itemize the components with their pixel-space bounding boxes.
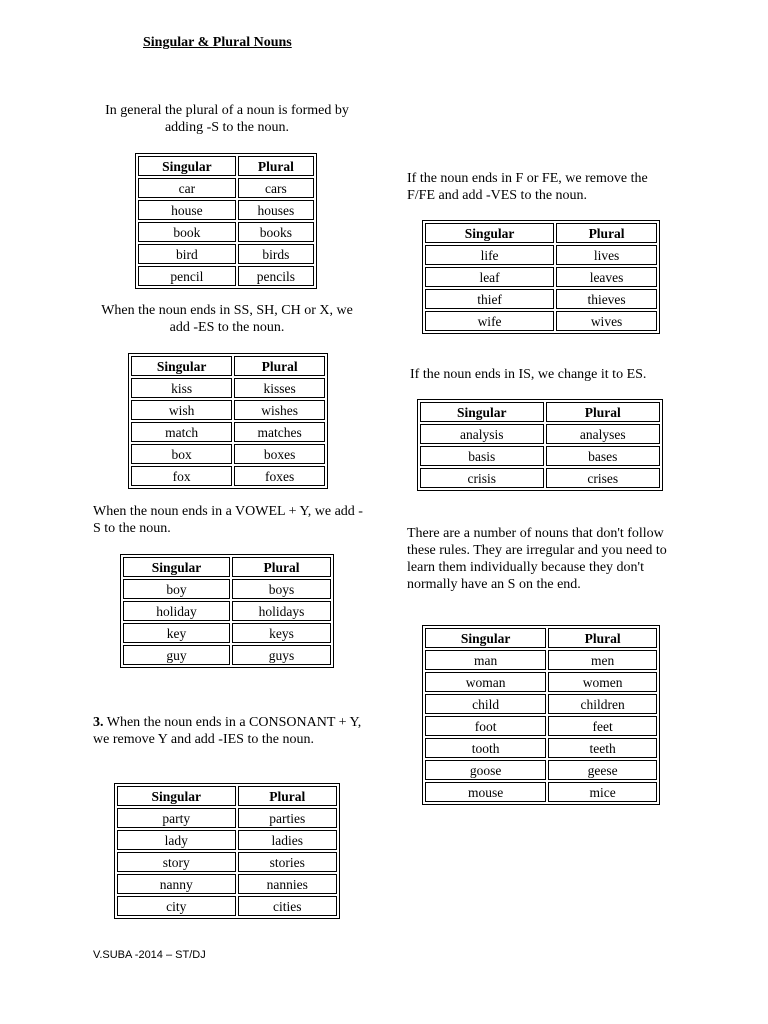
singular-cell: nanny (117, 874, 236, 894)
plural-cell: geese (548, 760, 657, 780)
plural-cell: stories (238, 852, 337, 872)
plural-cell: mice (548, 782, 657, 802)
plural-cell: kisses (234, 378, 325, 398)
header-plural: Plural (556, 223, 657, 243)
table-row (131, 378, 325, 398)
rule-text-f-fe: If the noun ends in F or FE, we remove the F/FE and add -VES to the noun. (407, 171, 648, 203)
table-regular-s (135, 153, 317, 289)
table-row (425, 716, 657, 736)
page-title: Singular & Plural Nouns (143, 35, 292, 50)
header-singular: Singular (420, 402, 544, 422)
table-f-fe (422, 220, 660, 334)
table-row (117, 808, 337, 828)
singular-cell: car (138, 178, 236, 198)
singular-cell: tooth (425, 738, 546, 758)
plural-cell: nannies (238, 874, 337, 894)
singular-cell: key (123, 623, 230, 643)
plural-cell: boxes (234, 444, 325, 464)
table-header-row (117, 786, 337, 806)
plural-cell: books (238, 222, 314, 242)
plural-cell: lives (556, 245, 657, 265)
table-row (425, 672, 657, 692)
plural-cell: cities (238, 896, 337, 916)
table-row (138, 266, 314, 286)
plural-cell: wives (556, 311, 657, 331)
rule-text-regular-s: In general the plural of a noun is formed by adding -S to the noun. (105, 103, 349, 135)
table-row (425, 311, 657, 331)
table-row (138, 178, 314, 198)
singular-cell: crisis (420, 468, 544, 488)
table-row (131, 466, 325, 486)
header-plural: Plural (234, 356, 325, 376)
table-row (420, 424, 660, 444)
rule-text-irregular: There are a number of nouns that don't follow these rules. They are irregular and you need to learn them individually because they don't normally have an S on the end. (407, 526, 667, 592)
singular-cell: child (425, 694, 546, 714)
plural-cell: holidays (232, 601, 331, 621)
table-row (425, 267, 657, 287)
singular-cell: thief (425, 289, 554, 309)
singular-cell: basis (420, 446, 544, 466)
rule-text-vowel-y: When the noun ends in a VOWEL + Y, we add -S to the noun. (93, 504, 363, 536)
plural-cell: pencils (238, 266, 314, 286)
singular-cell: analysis (420, 424, 544, 444)
singular-cell: book (138, 222, 236, 242)
table-row (117, 874, 337, 894)
plural-cell: ladies (238, 830, 337, 850)
table-row (138, 200, 314, 220)
plural-cell: bases (546, 446, 660, 466)
plural-cell: birds (238, 244, 314, 264)
table-row (420, 468, 660, 488)
table-irregular (422, 625, 660, 805)
table-row (138, 222, 314, 242)
singular-cell: wish (131, 400, 232, 420)
singular-cell: bird (138, 244, 236, 264)
header-singular: Singular (117, 786, 236, 806)
rule-text: When the noun ends in a CONSONANT + Y, we remove Y and add -IES to the noun. (93, 715, 362, 747)
rule-text-es: When the noun ends in SS, SH, CH or X, we add -ES to the noun. (101, 303, 353, 335)
table-row (420, 446, 660, 466)
plural-cell: teeth (548, 738, 657, 758)
table-row (425, 694, 657, 714)
singular-cell: party (117, 808, 236, 828)
table-row (131, 422, 325, 442)
singular-cell: man (425, 650, 546, 670)
singular-cell: life (425, 245, 554, 265)
plural-cell: women (548, 672, 657, 692)
header-singular: Singular (138, 156, 236, 176)
table-row (131, 400, 325, 420)
singular-cell: woman (425, 672, 546, 692)
plural-cell: thieves (556, 289, 657, 309)
singular-cell: leaf (425, 267, 554, 287)
singular-cell: mouse (425, 782, 546, 802)
table-row (123, 579, 331, 599)
singular-cell: wife (425, 311, 554, 331)
singular-cell: kiss (131, 378, 232, 398)
plural-cell: feet (548, 716, 657, 736)
singular-cell: match (131, 422, 232, 442)
rule-text-consonant-y (93, 714, 368, 748)
plural-cell: boys (232, 579, 331, 599)
rule-number: 3. (93, 715, 104, 730)
plural-cell: crises (546, 468, 660, 488)
table-header-row (425, 628, 657, 648)
plural-cell: analyses (546, 424, 660, 444)
singular-cell: fox (131, 466, 232, 486)
plural-cell: men (548, 650, 657, 670)
singular-cell: foot (425, 716, 546, 736)
singular-cell: story (117, 852, 236, 872)
plural-cell: keys (232, 623, 331, 643)
table-row (117, 852, 337, 872)
table-row (117, 830, 337, 850)
singular-cell: goose (425, 760, 546, 780)
table-header-row (420, 402, 660, 422)
singular-cell: box (131, 444, 232, 464)
header-singular: Singular (131, 356, 232, 376)
singular-cell: lady (117, 830, 236, 850)
table-row (425, 289, 657, 309)
table-header-row (425, 223, 657, 243)
footer: V.SUBA -2014 – ST/DJ (93, 949, 206, 961)
singular-cell: guy (123, 645, 230, 665)
singular-cell: pencil (138, 266, 236, 286)
table-vowel-y (120, 554, 334, 668)
table-row (425, 738, 657, 758)
table-consonant-y (114, 783, 340, 919)
table-row (117, 896, 337, 916)
table-es (128, 353, 328, 489)
header-plural: Plural (546, 402, 660, 422)
header-plural: Plural (238, 156, 314, 176)
table-row (425, 650, 657, 670)
singular-cell: house (138, 200, 236, 220)
table-row (131, 444, 325, 464)
header-plural: Plural (238, 786, 337, 806)
header-singular: Singular (425, 628, 546, 648)
singular-cell: city (117, 896, 236, 916)
table-row (123, 601, 331, 621)
table-row (138, 244, 314, 264)
table-header-row (138, 156, 314, 176)
header-singular: Singular (425, 223, 554, 243)
header-singular: Singular (123, 557, 230, 577)
table-row (425, 245, 657, 265)
plural-cell: leaves (556, 267, 657, 287)
table-is (417, 399, 663, 491)
table-row (123, 645, 331, 665)
plural-cell: parties (238, 808, 337, 828)
header-plural: Plural (232, 557, 331, 577)
plural-cell: foxes (234, 466, 325, 486)
plural-cell: guys (232, 645, 331, 665)
plural-cell: matches (234, 422, 325, 442)
table-row (425, 760, 657, 780)
singular-cell: holiday (123, 601, 230, 621)
header-plural: Plural (548, 628, 657, 648)
table-header-row (123, 557, 331, 577)
rule-text-is: If the noun ends in IS, we change it to ES. (410, 367, 647, 382)
plural-cell: wishes (234, 400, 325, 420)
singular-cell: boy (123, 579, 230, 599)
plural-cell: children (548, 694, 657, 714)
plural-cell: cars (238, 178, 314, 198)
table-row (123, 623, 331, 643)
table-header-row (131, 356, 325, 376)
table-row (425, 782, 657, 802)
plural-cell: houses (238, 200, 314, 220)
